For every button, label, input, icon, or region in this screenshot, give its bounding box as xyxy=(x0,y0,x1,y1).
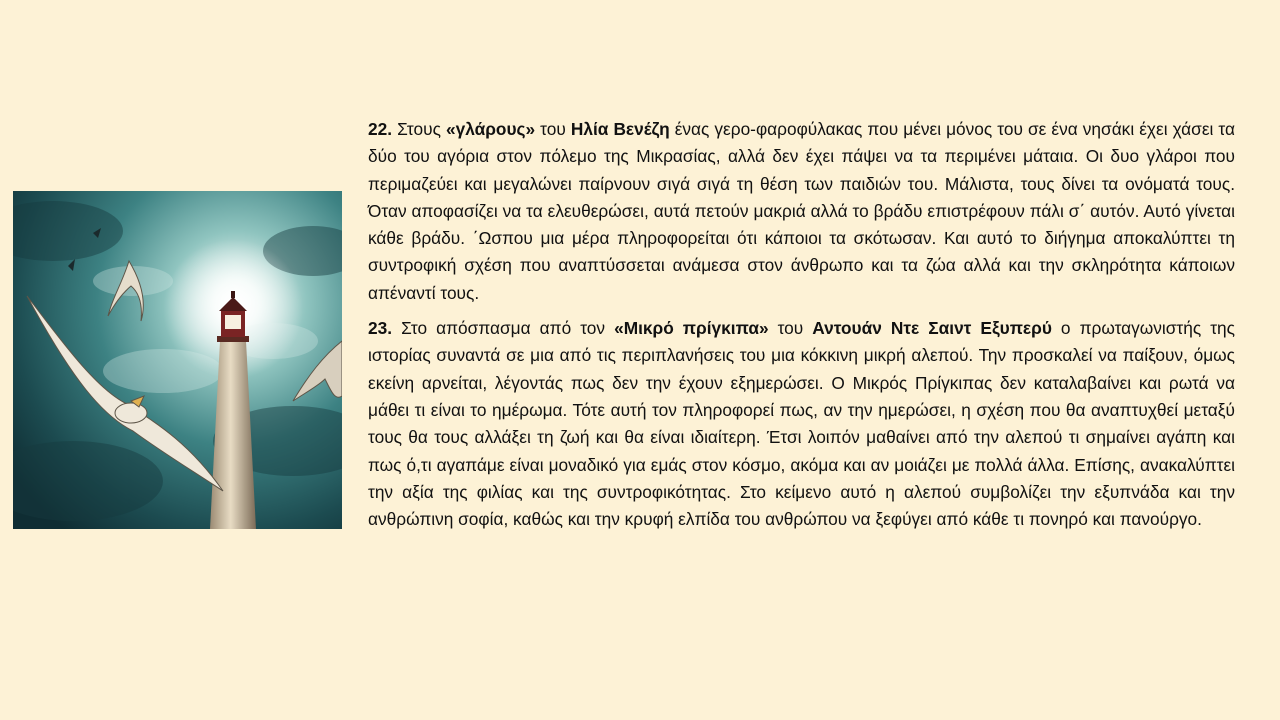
author-name: Ηλία Βενέζη xyxy=(570,119,670,139)
paragraph-22: 22. Στους «γλάρους» του Ηλία Βενέζη ένας γερο-φαροφύλακας που μένει μόνος του σε ένα νησάκι έχει χάσει τα δύο του αγόρια στον πόλεμο της Μικρασίας, αλλά δεν έχει πάψει να τα περιμένει μάταια. Οι δυο γλάροι που περιμαζεύει και μεγαλώνει παίρνουν σιγά σιγά τη θέση των παιδιών του. Μάλιστα, τους δίνει τα ονόματά τους. Όταν αποφασίζει να τα ελευθερώσει, αυτά πετούν μακριά αλλά το βράδυ επιστρέφουν πάλι σ΄ αυτόν. Αυτό γίνεται κάθε βράδυ. ΄Ωσπου μια μέρα πληροφορείται ότι κάποιοι τα σκότωσαν. Και αυτό το διήγημα αποκαλύπτει τη συντροφική σχέση που αναπτύσσεται ανάμεσα στον άνθρωπο και τα ζώα αλλά και την σκληρότητα κάποιων απέναντί τους. xyxy=(368,119,1236,303)
paragraph-23: 23. Στο απόσπασμα από τον «Μικρό πρίγκιπα» του Αντουάν Ντε Σαιντ Εξυπερύ ο πρωταγωνιστής της ιστορίας συναντά σε μια από τις περιπλανήσεις του μια κόκκινη μικρή αλεπού. Την προσκαλεί να παίξουν, όμως εκείνη αρνείται, λέγοντάς πως δεν την έχουν εξημερώσει. Ο Μικρός Πρίγκιπας δεν καταλαβαίνει και ρωτά να μάθει τι είναι το ημέρωμα. Τότε αυτή τον πληροφορεί πως, αν την ημερώσει, η σχέση που θα αναπτυχθεί μεταξύ τους θα τους αλλάξει τη ζωή και θα είναι ιδιαίτερη. Έτσι λοιπόν μαθαίνει από την αλεπού τι σημαίνει αγάπη και πως ό,τι αγαπάμε είναι μοναδικό για εμάς στον κόσμο, ακόμα και αν μοιάζει με πολλά άλλα. Επίσης, ανακαλύπτει την αξία της φιλίας και της συντροφικότητας. Στο κείμενο αυτό η αλεπού συμβολίζει την εξυπνάδα και την ανθρώπινη σοφία, καθώς και την κρυφή ελπίδα του ανθρώπου να ξεφύγει από κάθε τι πονηρό και πανούργο. xyxy=(368,318,1235,530)
lighthouse-seagulls-picture xyxy=(13,191,342,529)
text-content xyxy=(368,116,1235,541)
paragraph-number: 23. xyxy=(368,318,393,339)
author-name: Αντουάν Ντε Σαιντ Εξυπερύ xyxy=(812,318,1052,339)
book-title: «Μικρό πρίγκιπα» xyxy=(614,318,769,339)
book-title: «γλάρους» xyxy=(445,119,536,139)
paragraph-number: 22. xyxy=(368,119,393,139)
